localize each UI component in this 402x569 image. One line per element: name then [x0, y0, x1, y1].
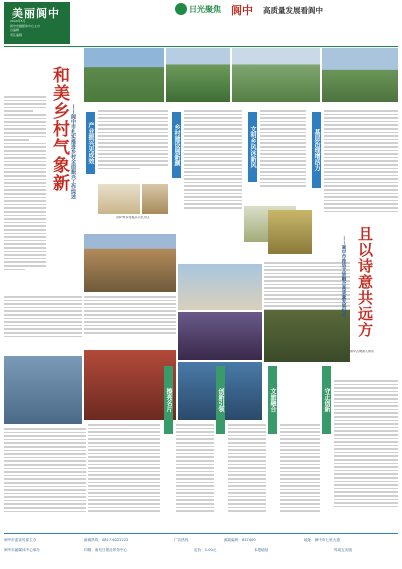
- farmland-photo: [322, 48, 398, 102]
- tag-governance: 基层治理增活力: [312, 112, 321, 188]
- ancient-town-photo: [84, 234, 176, 292]
- footer-item: 广告热线: [174, 538, 189, 542]
- article-block-8: [4, 428, 86, 528]
- article-block-5: [4, 296, 82, 356]
- banner-prefix: 日光聚焦: [189, 5, 221, 14]
- article-block-2: [184, 110, 242, 260]
- performance-photo: [178, 312, 262, 360]
- sun-logo-icon: [175, 3, 187, 15]
- tag-brand: 擦亮名片: [164, 366, 173, 434]
- activity-photo: [98, 184, 140, 214]
- article-block-3: [260, 110, 306, 202]
- tag-industry: 产业振兴见成效: [86, 112, 95, 174]
- masthead-line: 总编辑: [10, 28, 20, 32]
- masthead-subtitle: [10, 19, 66, 37]
- village-photo: [166, 48, 230, 102]
- article-block-6: [84, 296, 176, 352]
- old-street-photo: [4, 356, 82, 424]
- article-block-12: [280, 424, 320, 528]
- footer-item: 邮政编码：637400: [224, 538, 256, 542]
- masthead-line: 2024年5月: [10, 19, 26, 23]
- article-block-10: [176, 424, 214, 528]
- header-rule: [4, 46, 398, 47]
- article-block-11: [228, 424, 266, 528]
- street-photo: [178, 264, 262, 310]
- footer-item: 阆中市融媒体中心承办: [4, 548, 40, 552]
- tag-innovation: 创新引领: [216, 366, 225, 434]
- photo-caption-2: 阆中古城游人如织: [350, 350, 375, 353]
- article-block-4: [324, 110, 398, 230]
- masthead-line: 阆中市融媒体中心主办: [10, 23, 41, 28]
- footer-item: 印刷：南充日报社印务中心: [84, 548, 128, 552]
- tag-fusion: 文旅融合: [268, 366, 277, 434]
- article-block-1: [98, 110, 168, 182]
- footer-item: 阆中市委宣传部主办: [4, 538, 37, 542]
- tag-construction: 乡村建设展新颜: [172, 112, 181, 178]
- page-footer: [4, 533, 398, 567]
- tag-heritage: 守正创新: [322, 366, 331, 434]
- photo-caption-1: 阆中市乡村振兴示范片区: [116, 216, 150, 219]
- tag-culture: 文明乡风沐新风: [248, 112, 257, 182]
- footer-item: 新闻热线：0817-6222222: [84, 538, 129, 542]
- harvest-photo: [268, 210, 312, 254]
- section-banner: [175, 2, 397, 19]
- footer-item: 本报地址: [254, 548, 269, 552]
- masthead-name: 美丽阆中: [12, 7, 60, 20]
- second-headline: 且以诗意共远方: [356, 226, 374, 338]
- article-block-9: [88, 424, 160, 528]
- main-subheadline: ——阆中市扎实推进乡村全面振兴工作综述: [70, 104, 76, 199]
- town-aerial-photo: [232, 48, 320, 102]
- article-block-13: [334, 380, 398, 528]
- masthead-line: 责任编辑: [10, 32, 23, 37]
- crowd-photo: [264, 310, 350, 362]
- footer-item: 定价：1.00元: [194, 548, 217, 552]
- main-headline: 和美乡村气象新: [49, 66, 69, 192]
- masthead: [4, 2, 70, 44]
- festival-photo: [84, 350, 176, 420]
- footer-item: 地址：阆中市七里大道: [304, 538, 340, 542]
- banner-city: 阆中: [231, 4, 253, 17]
- second-subheadline: ——阆中市推进文旅融合高质量发展纪实: [341, 236, 346, 317]
- people-photo: [142, 184, 168, 214]
- banner-section: 高质量发展看阆中: [263, 6, 323, 15]
- landscape-photo: [84, 48, 164, 102]
- footer-item: 每周五出版: [334, 548, 352, 552]
